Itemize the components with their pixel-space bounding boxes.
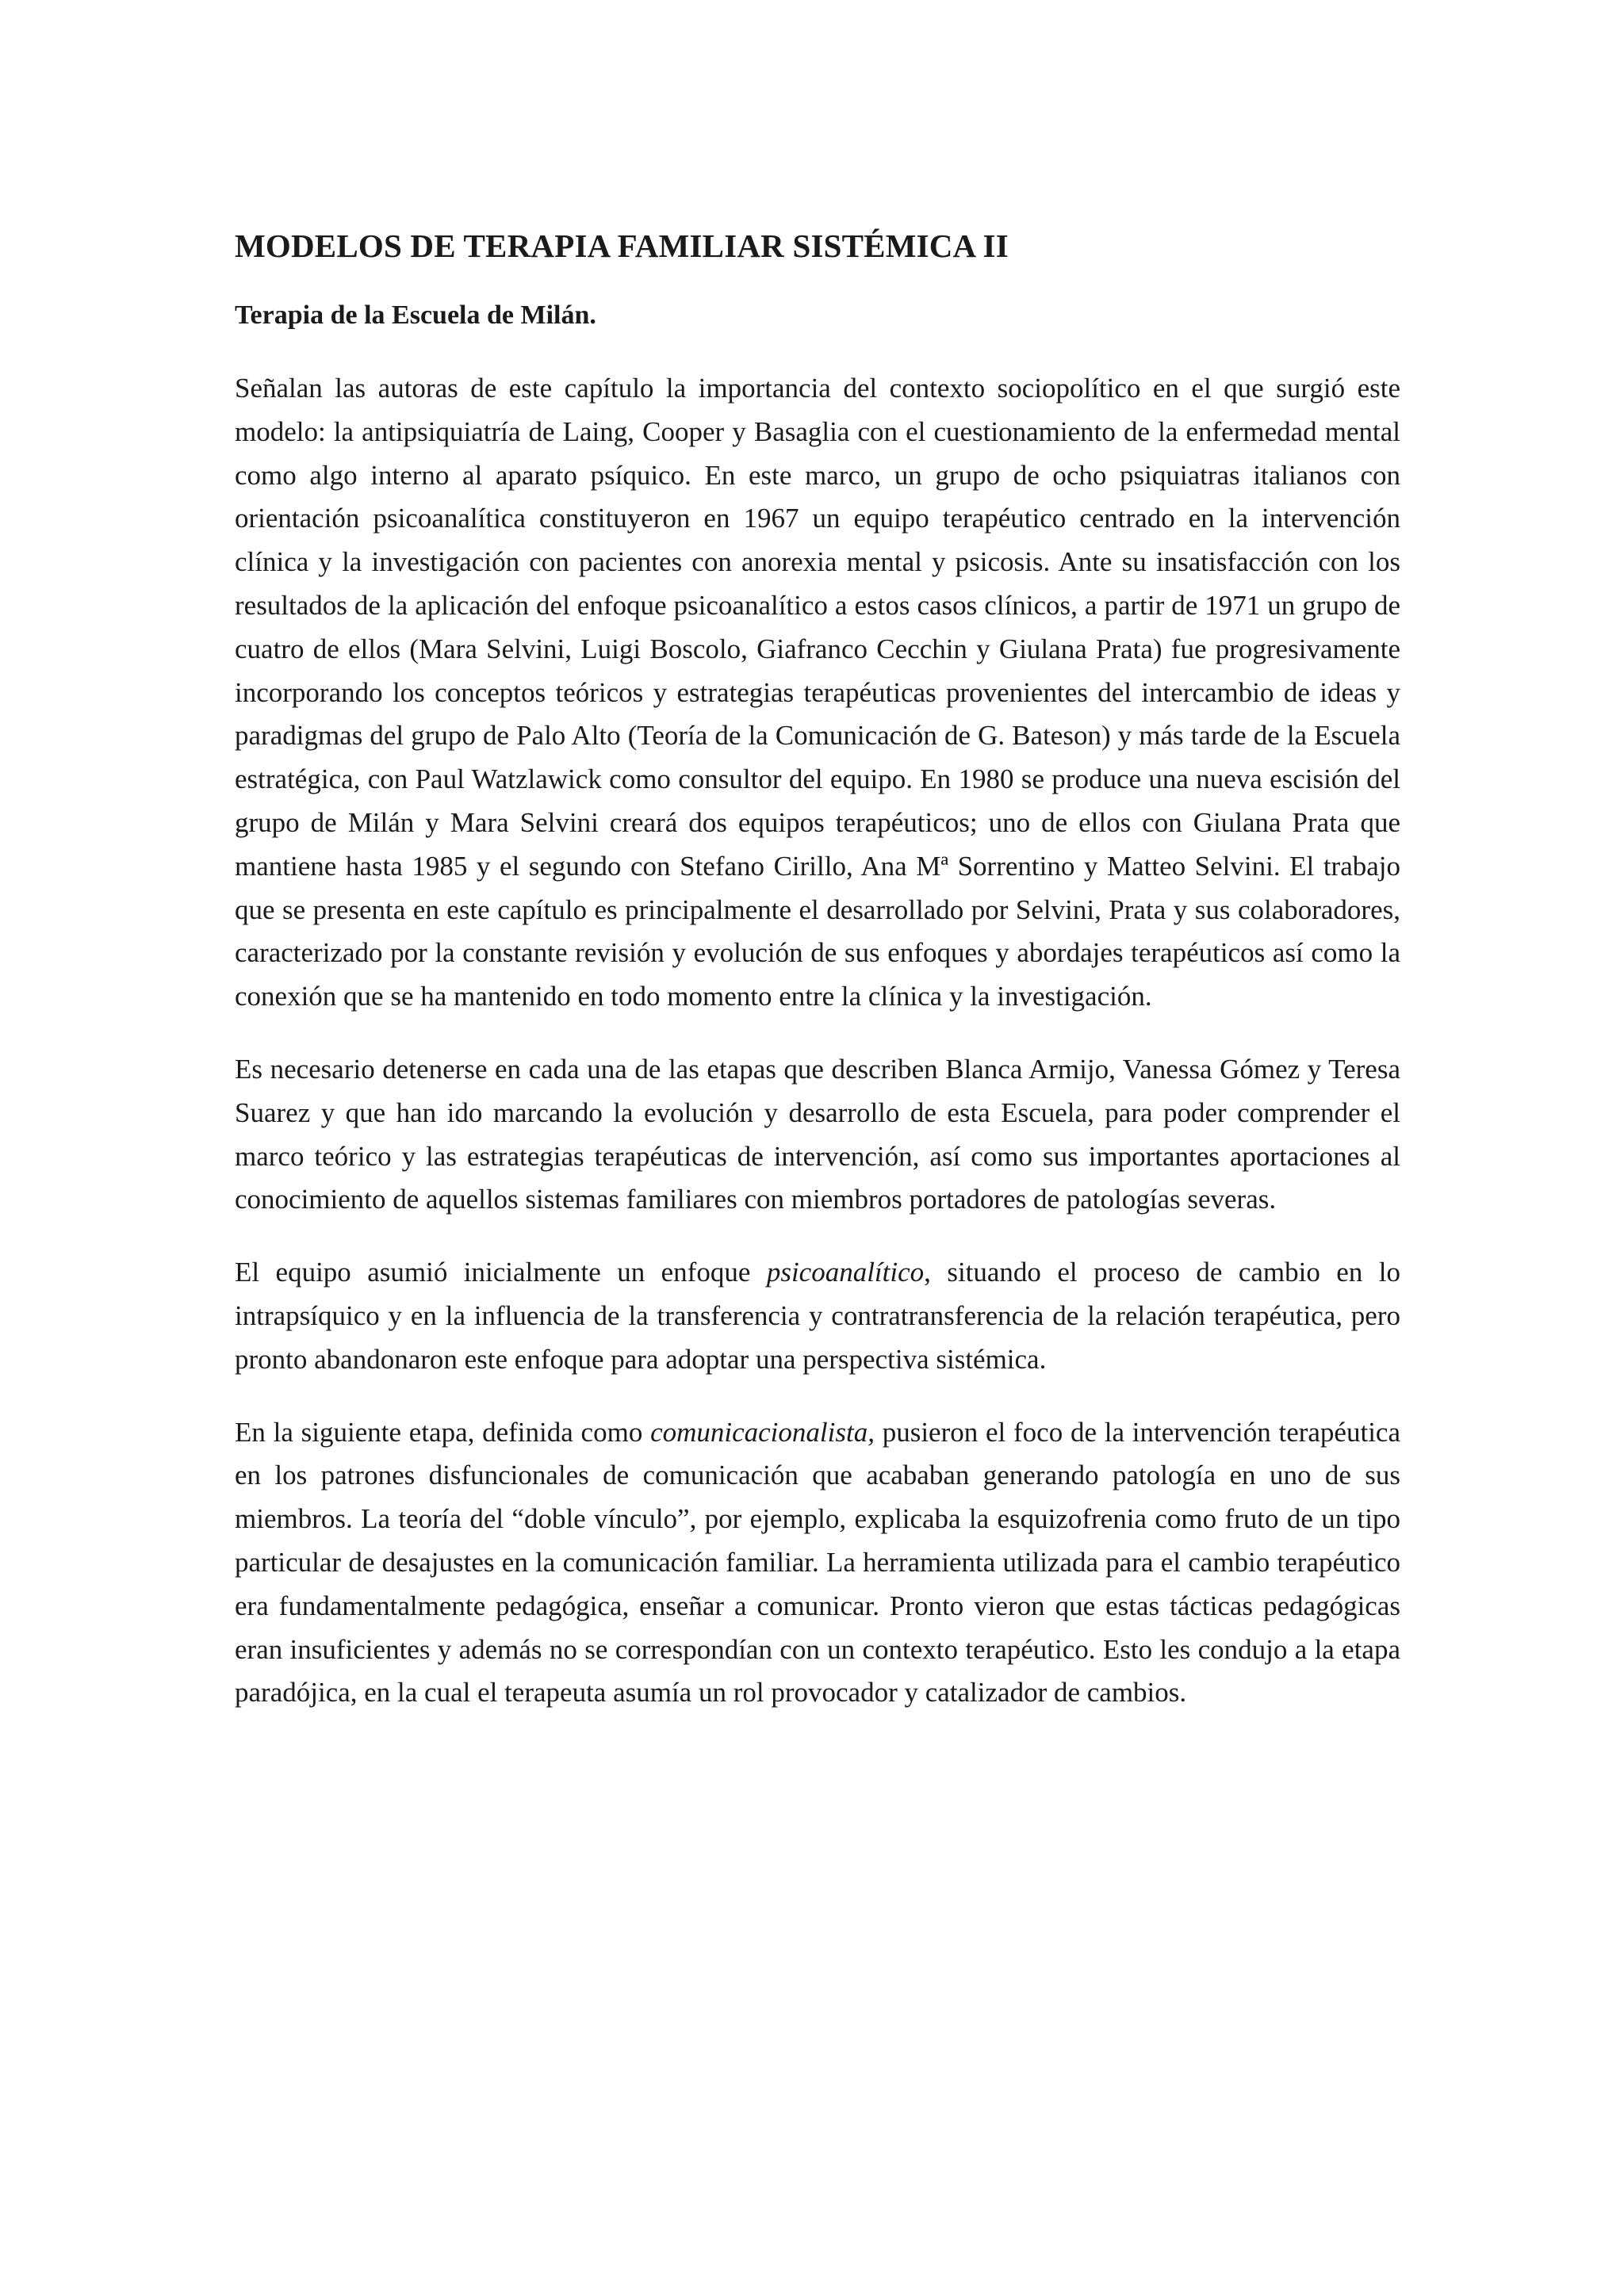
document-page (235, 225, 1400, 1715)
paragraph-2: Es necesario detenerse en cada una de las etapas que describen Blanca Armijo, Vanessa Gómez y Teresa Suarez y que han ido marcando la evolución y desarrollo de esta Escuela, para poder comprender el marco teórico y las estrategias terapéuticas de intervención, así como sus importantes aportaciones al conocimiento de aquellos sistemas familiares con miembros portadores de patologías severas. (235, 1053, 1400, 1215)
paragraph-4 (235, 1411, 1400, 1716)
paragraph-4-text-start: En la siguiente etapa, definida como (235, 1416, 651, 1448)
section-heading: Terapia de la Escuela de Milán. (235, 300, 596, 330)
paragraph-3-emphasis: psicoanalítico (766, 1257, 925, 1288)
paragraph-4-text-end: pusieron el foco de la intervención terapéutica en los patrones disfuncionales de comunicación que acababan generando patología en uno de sus miembros. La teoría del “doble vínculo”, por ejemplo, explicaba la esquizofrenia como fruto de un tipo particular de desajustes en la comunicación familiar. La herramienta utilizada para el cambio terapéutico era fundamentalmente pedagógica, enseñar a comunicar. Pronto vieron que estas tácticas pedagógicas eran insuficientes y además no se correspondían con un contexto terapéutico. Esto les condujo a la etapa paradójica, en la cual el terapeuta asumía un rol provocador y catalizador de cambios. (235, 1416, 1400, 1709)
paragraph-3 (235, 1251, 1400, 1381)
paragraph-3-text-end: , situando el proceso de cambio en lo intrapsíquico y en la influencia de la transferencia y contratransferencia de la relación terapéutica, pero pronto abandonaron este enfoque para adoptar una perspectiva sistémica. (235, 1257, 1400, 1375)
document-title: MODELOS DE TERAPIA FAMILIAR SISTÉMICA II (235, 228, 1009, 264)
paragraph-1: Señalan las autoras de este capítulo la importancia del contexto sociopolítico en el que surgió este modelo: la antipsiquiatría de Laing, Cooper y Basaglia con el cuestionamiento de la enfermedad mental como algo interno al aparato psíquico. En este marco, un grupo de ocho psiquiatras italianos con orientación psicoanalítica constituyeron en 1967 un equipo terapéutico centrado en la intervención clínica y la investigación con pacientes con anorexia mental y psicosis. Ante su insatisfacción con los resultados de la aplicación del enfoque psicoanalítico a estos casos clínicos, a partir de 1971 un grupo de cuatro de ellos (Mara Selvini, Luigi Boscolo, Giafranco Cecchin y Giulana Prata) fue progresivamente incorporando los conceptos teóricos y estrategias terapéuticas provenientes del intercambio de ideas y paradigmas del grupo de Palo Alto (Teoría de la Comunicación de G. Bateson) y más tarde de la Escuela estratégica, con Paul Watzlawick como consultor del equipo. En 1980 se produce una nueva escisión del grupo de Milán y Mara Selvini creará dos equipos terapéuticos; uno de ellos con Giulana Prata que mantiene hasta 1985 y el segundo con Stefano Cirillo, Ana Mª Sorrentino y Matteo Selvini. El trabajo que se presenta en este capítulo es principalmente el desarrollado por Selvini, Prata y sus colaboradores, caracterizado por la constante revisión y evolución de sus enfoques y abordajes terapéuticos así como la conexión que se ha mantenido en todo momento entre la clínica y la investigación. (235, 373, 1400, 1012)
paragraph-4-emphasis: comunicacionalista, (650, 1416, 875, 1448)
paragraph-3-text-start: El equipo asumió inicialmente un enfoque (235, 1257, 767, 1288)
